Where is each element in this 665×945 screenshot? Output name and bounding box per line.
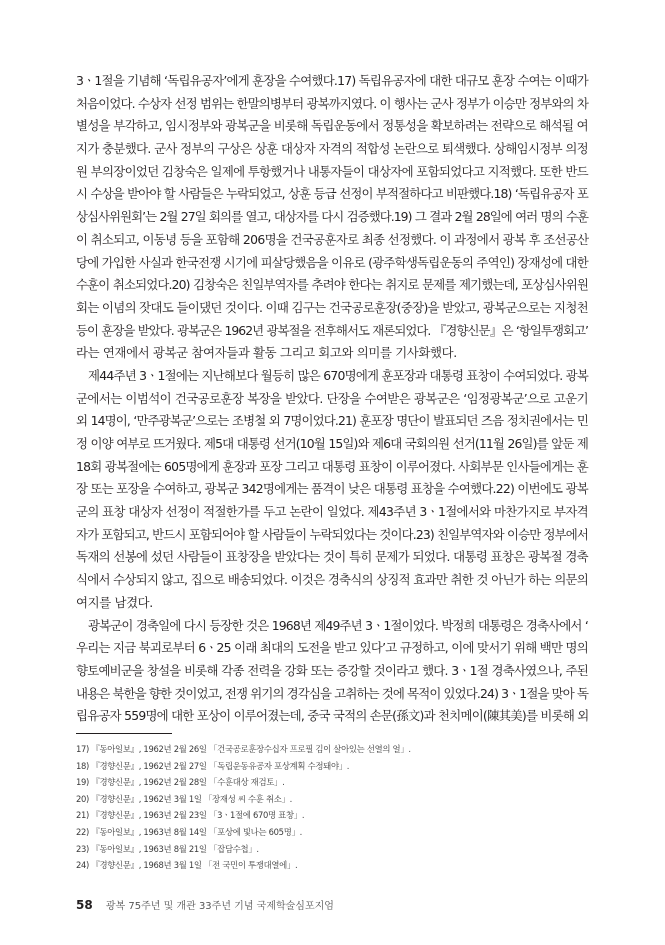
body-line: 제44주년 3ㆍ1절에는 지난해보다 월등히 많은 670명에게 훈포장과 대통령 표창이 수여되었다. 광복 bbox=[88, 367, 589, 383]
footnotes bbox=[76, 741, 411, 874]
page-footer bbox=[76, 897, 334, 912]
body-line: 수훈이 취소되었다.20) 김창숙은 친일부역자를 추려야 한다는 취지로 문제를 제기했는데, 포상심사위원 bbox=[76, 277, 588, 293]
body-line: 3ㆍ1절을 기념해 ‘독립유공자’에게 훈장을 수여했다.17) 독립유공자에 대한 대규모 훈장 수여는 이때가 bbox=[76, 73, 588, 88]
page-number: 58 bbox=[76, 898, 93, 912]
footnote-divider bbox=[76, 733, 172, 734]
body-line: 식에서 수상되지 않고, 집으로 배송되었다. 이것은 경축식의 상징적 효과만 취한 것 아닌가 하는 의문의 bbox=[76, 572, 588, 588]
body-line: 등이 훈장을 받았다. 광복군은 1962년 광복절을 전후해서도 재론되었다. 『경향신문』은 ‘항일투쟁회고’ bbox=[76, 322, 588, 338]
body-line: 18회 광복절에는 605명에게 훈장과 포장 그리고 대통령 표창이 이루어졌다. 사회부문 인사들에게는 훈 bbox=[76, 458, 588, 474]
body-line: 독재의 선봉에 섰던 사람들이 표창장을 받았다는 것이 특히 문제가 되었다. 대통령 표창은 광복절 경축 bbox=[76, 549, 588, 565]
body-line: 처음이었다. 수상자 선정 범위는 한말의병부터 광복까지였다. 이 행사는 군사 정부가 이승만 정부와의 차 bbox=[76, 95, 588, 111]
footnote: 18) 『경향신문』, 1962년 2월 27일 「독립운동유공자 포상계획 수정돼야」. bbox=[76, 760, 350, 771]
body-line: 여지를 남겼다. bbox=[76, 594, 153, 610]
footnote: 23) 『동아일보』, 1963년 8월 21일 「잡담수첩」. bbox=[76, 843, 259, 854]
body-line: 군에서는 이범석이 건국공로훈장 복장을 받았다. 단장을 수여받은 광복군은 ‘임정광복군’으로 고운기 bbox=[76, 390, 588, 406]
body-line: 외 14명이, ‘만주광복군’으로는 조병철 외 7명이었다.21) 훈포장 명단이 발표되던 즈음 정치권에서는 민 bbox=[76, 413, 588, 429]
body-line: 군의 표창 대상자 선정이 적절한가를 두고 논란이 일었다. 제43주년 3ㆍ1절에서와 마찬가지로 부자격 bbox=[76, 504, 588, 520]
footnote: 22) 『동아일보』, 1963년 8월 14일 「포상에 빛나는 605명」. bbox=[76, 826, 302, 837]
body-line: 라는 연재에서 광복군 참여자들과 활동 그리고 회고와 의미를 기사화했다. bbox=[76, 345, 457, 361]
footnote: 17) 『동아일보』, 1962년 2월 26일 「건국공로훈장수십자 프로필 김이 살아있는 선열의 얼」. bbox=[76, 744, 411, 754]
body-line: 별성을 부각하고, 임시정부와 광복군을 비롯해 독립운동에서 정통성을 확보하려는 전략으로 해석될 여 bbox=[76, 118, 588, 134]
body-line: 향토예비군을 창설을 비롯해 각종 전력을 강화 또는 증강할 것이라고 했다. 3ㆍ1절 경축사였으나, 주된 bbox=[76, 662, 588, 678]
body-line: 광복군이 경축일에 다시 등장한 것은 1968년 제49주년 3ㆍ1절이었다. 박정희 대통령은 경축사에서 ‘ bbox=[88, 617, 588, 633]
body-line: 지가 충분했다. 군사 정부의 구상은 상훈 대상자 자격의 적합성 논란으로 퇴색했다. 상해임시정부 의정 bbox=[76, 141, 588, 157]
body-line: 정 이양 여부로 뜨거웠다. 제5대 대통령 선거(10월 15일)와 제6대 국회의원 선거(11월 26일)를 앞둔 제 bbox=[76, 436, 588, 451]
footnote: 24) 『경향신문』, 1968년 3월 1일 「전 국민이 투쟁대열에」. bbox=[76, 860, 298, 871]
body-line: 상심사위원회’는 2월 27일 회의를 열고, 대상자를 다시 검증했다.19) 그 결과 2월 28일에 여러 명의 수훈 bbox=[76, 209, 588, 225]
body-line: 자가 포함되고, 반드시 포함되어야 할 사람들이 누락되었다는 것이다.23) 친일부역자와 이승만 정부에서 bbox=[76, 526, 588, 542]
body-line: 이 취소되고, 이동녕 등을 포함해 206명을 건국공훈자로 최종 선정했다. 이 과정에서 광복 후 조선공산 bbox=[76, 231, 589, 247]
footnote: 20) 『경향신문』, 1962년 3월 1일 「장재성 씨 수훈 취소」. bbox=[76, 793, 292, 804]
body-line: 원 부의장이었던 김창숙은 일제에 투항했거나 내통자들이 대상자에 포함되었다고 지적했다. 또한 반드 bbox=[76, 163, 588, 179]
footnote: 19) 『경향신문』, 1962년 2월 28일 「수훈대상 재검토」. bbox=[76, 777, 285, 788]
body-line: 장 또는 포장을 수여하고, 광복군 342명에게는 품격이 낮은 대통령 표창을 수여했다.22) 이번에도 광복 bbox=[76, 481, 588, 497]
body-line: 내용은 북한을 향한 것이었고, 전쟁 위기의 경각심을 고취하는 것에 목적이 있었다.24) 3ㆍ1절을 맞아 독 bbox=[76, 685, 589, 701]
footnote: 21) 『경향신문』, 1963년 2월 23일 「3ㆍ1절에 670명 표창」. bbox=[76, 810, 305, 821]
body-line: 립유공자 559명에 대한 포상이 이루어졌는데, 중국 국적의 손문(孫文)과 천치메이(陳其美)를 비롯해 외 bbox=[76, 708, 589, 724]
body-line: 회는 이념의 잣대도 들이댔던 것이다. 이때 김구는 건국공로훈장(중장)을 받았고, 광복군으로는 지청천 bbox=[76, 299, 588, 315]
body-line: 당에 가입한 사실과 한국전쟁 시기에 피살당했음을 이유로 (광주학생독립운동의 주역인) 장재성에 대한 bbox=[76, 254, 588, 270]
body-line: 우리는 지금 북괴로부터 6ㆍ25 이래 최대의 도전을 받고 있다’고 규정하고, 이에 맞서기 위해 백만 명의 bbox=[76, 640, 588, 656]
body-line: 시 수상을 받아야 할 사람들은 누락되었고, 상훈 등급 선정이 부적절하다고 비판했다.18) ‘독립유공자 포 bbox=[76, 186, 588, 202]
running-title: 광복 75주년 및 개관 33주년 기념 국제학술심포지엄 bbox=[105, 901, 334, 912]
body-text bbox=[76, 70, 588, 728]
